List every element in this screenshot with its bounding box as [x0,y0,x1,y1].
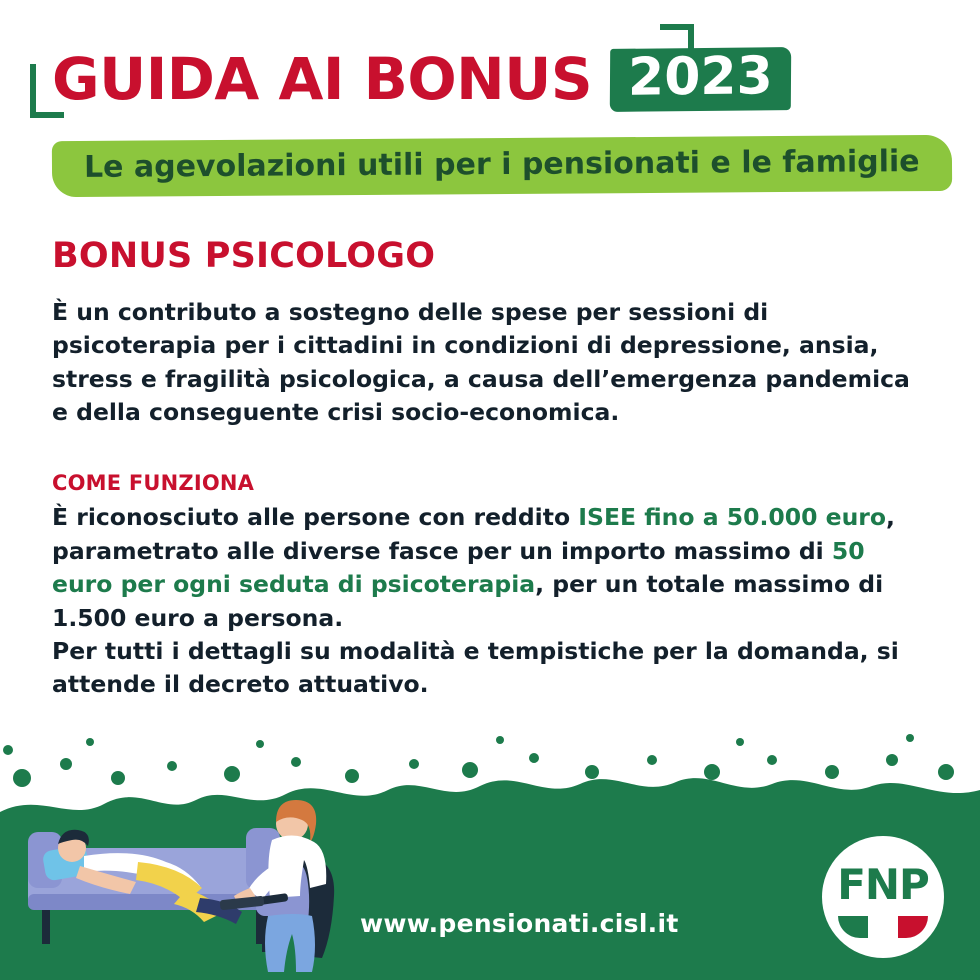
flag-white-stripe [868,916,898,938]
poster-content [52,236,932,702]
fnp-logo [822,836,944,958]
page-title: GUIDA AI BONUS [52,45,593,113]
how-it-works-label: COME FUNZIONA [52,471,255,496]
section-title: BONUS PSICOLOGO [52,236,436,276]
intro-paragraph: È un contributo a sostegno delle spese per sessioni di psicoterapia per i cittadini in condizioni di depressione, ansia, stress e fragilità psicologica, a causa dell’emergenza pandemica e della conseguente crisi socio-economica. [52,298,910,427]
subtitle-band [52,135,952,197]
how-highlight-2: 50 euro per ogni seduta di psicoterapia [52,536,865,599]
therapy-session-illustration [10,770,360,980]
title-row [52,42,932,116]
how-part-1: È riconosciuto alle persone con reddito [52,503,579,532]
how-it-works-note: Per tutti i dettagli su modalità e tempistiche per la domanda, si attende il decreto attuativo. [52,636,899,699]
website-url[interactable]: www.pensionati.cisl.it [360,909,679,938]
subtitle-text: Le agevolazioni utili per i pensionati e le famiglie [83,144,920,185]
how-highlight-1: ISEE fino a 50.000 euro [578,503,887,532]
italian-flag-icon [838,916,928,938]
year-badge: 2023 [610,47,791,111]
logo-text: FNP [837,860,929,909]
how-part-2: , parametrato alle diverse fasce per un importo massimo di [52,503,895,565]
corner-bracket-left-icon [30,64,64,118]
how-part-3: , per un totale massimo di 1.500 euro a persona. [52,570,884,632]
how-it-works-paragraph [52,501,932,634]
poster-header [52,42,932,194]
